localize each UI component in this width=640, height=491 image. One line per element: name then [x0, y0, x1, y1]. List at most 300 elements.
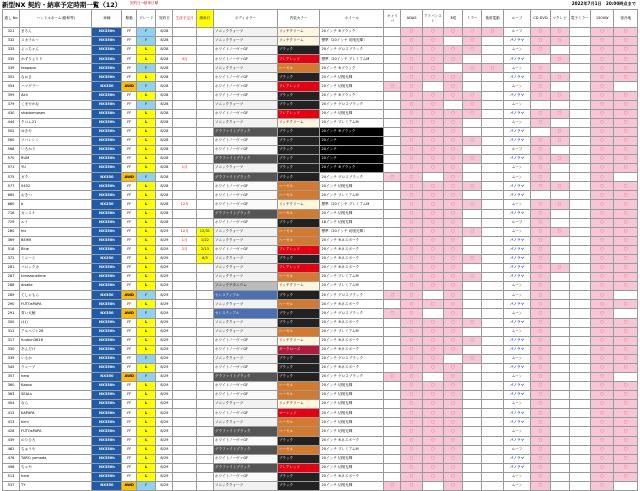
- cell-emir[interactable]: [569, 454, 590, 463]
- cell-name[interactable]: timezonetime: [20, 273, 92, 282]
- cell-eye[interactable]: [444, 100, 463, 109]
- cell-wheel[interactable]: 20インチ ⑤ネスポーク: [320, 254, 384, 263]
- cell-deliv[interactable]: [196, 91, 213, 100]
- cell-int[interactable]: ヘーゼル: [277, 382, 320, 391]
- cell-mac[interactable]: [550, 291, 569, 300]
- cell-wheel[interactable]: 20インチ プレミアムM: [320, 327, 384, 336]
- cell-mac[interactable]: 〇: [550, 182, 569, 191]
- cell-emir[interactable]: [569, 28, 590, 37]
- cell-w15[interactable]: 〇: [590, 146, 613, 155]
- cell-model[interactable]: NX350h: [92, 37, 122, 46]
- cell-no[interactable]: 560: [3, 136, 20, 145]
- cell-wheel[interactable]: 20インチ グロスブラック: [320, 291, 384, 300]
- cell-body[interactable]: グラファイトブラック: [213, 127, 277, 136]
- cell-grade[interactable]: L: [137, 264, 156, 273]
- cell-w15[interactable]: 〇: [590, 155, 613, 164]
- cell-eye[interactable]: 〇: [444, 254, 463, 263]
- cell-cd[interactable]: 〇: [531, 254, 550, 263]
- cell-date[interactable]: 8/29: [156, 354, 173, 363]
- cell-w15[interactable]: 〇: [590, 64, 613, 73]
- cell-roof[interactable]: パノラマ: [503, 91, 531, 100]
- cell-mir[interactable]: [463, 382, 482, 391]
- cell-eye[interactable]: 〇: [444, 418, 463, 427]
- cell-prod[interactable]: [173, 254, 196, 263]
- cell-no[interactable]: 332: [3, 37, 20, 46]
- cell-model[interactable]: NX350h: [92, 127, 122, 136]
- cell-cd[interactable]: 〇: [531, 73, 550, 82]
- cell-no[interactable]: 359: [3, 91, 20, 100]
- cell-mac[interactable]: [550, 454, 569, 463]
- cell-deliv[interactable]: [196, 391, 213, 400]
- cell-grade[interactable]: L: [137, 363, 156, 372]
- cell-w15[interactable]: 〇: [590, 191, 613, 200]
- cell-cd[interactable]: 〇: [531, 273, 550, 282]
- cell-model[interactable]: NX350h: [92, 472, 122, 481]
- cell-wheel[interactable]: 20インチ 切削光輝: [320, 382, 384, 391]
- cell-mac[interactable]: [550, 372, 569, 381]
- cell-emir[interactable]: [569, 218, 590, 227]
- cell-wheel[interactable]: 標準（20インチ プレミアムM: [320, 200, 384, 209]
- cell-model[interactable]: NX350h: [92, 318, 122, 327]
- cell-eye[interactable]: [444, 354, 463, 363]
- cell-drive[interactable]: FF: [122, 182, 137, 191]
- cell-deliv[interactable]: [196, 182, 213, 191]
- cell-emir[interactable]: [569, 191, 590, 200]
- cell-grade[interactable]: L: [137, 118, 156, 127]
- cell-model[interactable]: NX350h: [92, 354, 122, 363]
- cell-adv[interactable]: 〇: [422, 463, 443, 472]
- cell-emir[interactable]: [569, 463, 590, 472]
- cell-mac[interactable]: 〇: [550, 155, 569, 164]
- cell-cal[interactable]: 〇: [384, 372, 401, 381]
- cell-cold[interactable]: 〇: [614, 472, 638, 481]
- cell-name[interactable]: RUM: [20, 155, 92, 164]
- cell-name[interactable]: なら: [20, 400, 92, 409]
- cell-mir[interactable]: 〇: [463, 227, 482, 236]
- cell-w15[interactable]: 〇: [590, 282, 613, 291]
- cell-date[interactable]: 8/29: [156, 227, 173, 236]
- cell-grade[interactable]: L: [137, 109, 156, 118]
- cell-mir[interactable]: 〇: [463, 200, 482, 209]
- cell-model[interactable]: NX350h: [92, 64, 122, 73]
- cell-roof[interactable]: パノラマ: [503, 273, 531, 282]
- cell-mir[interactable]: [463, 309, 482, 318]
- cell-cold[interactable]: 〇: [614, 336, 638, 345]
- cell-body[interactable]: ホワイトノーヴァGF: [213, 200, 277, 209]
- cell-drive[interactable]: FF: [122, 218, 137, 227]
- cell-model[interactable]: NX350h: [92, 300, 122, 309]
- cell-rear[interactable]: [482, 73, 503, 82]
- cell-rear[interactable]: [482, 55, 503, 64]
- cell-date[interactable]: 8/28: [156, 28, 173, 37]
- cell-model[interactable]: NX350: [92, 481, 122, 490]
- cell-int[interactable]: ブラック: [277, 73, 320, 82]
- cell-cal[interactable]: [384, 109, 401, 118]
- cell-wheel[interactable]: 20インチ ⑤ブラック: [320, 164, 384, 173]
- cell-int[interactable]: フレアレッド: [277, 109, 320, 118]
- cell-body[interactable]: ホワイトノーヴァGF: [213, 391, 277, 400]
- cell-mac[interactable]: [550, 472, 569, 481]
- cell-name[interactable]: かずりよりり: [20, 55, 92, 64]
- cell-no[interactable]: 300: [3, 318, 20, 327]
- cell-name[interactable]: てしゃもら: [20, 291, 92, 300]
- cell-adas[interactable]: 〇: [401, 28, 422, 37]
- cell-body[interactable]: グラファイトブラック: [213, 173, 277, 182]
- cell-model[interactable]: NX350h: [92, 209, 122, 218]
- cell-no[interactable]: 665: [3, 191, 20, 200]
- cell-int[interactable]: リッチクリーム: [277, 282, 320, 291]
- cell-roof[interactable]: パノラマ: [503, 245, 531, 254]
- cell-cd[interactable]: 〇: [531, 427, 550, 436]
- cell-rear[interactable]: [482, 481, 503, 490]
- cell-cal[interactable]: [384, 264, 401, 273]
- cell-adv[interactable]: 〇: [422, 46, 443, 55]
- cell-drive[interactable]: FF: [122, 46, 137, 55]
- cell-cal[interactable]: [384, 227, 401, 236]
- cell-eye[interactable]: 〇: [444, 400, 463, 409]
- cell-deliv[interactable]: [196, 309, 213, 318]
- cell-adas[interactable]: 〇: [401, 436, 422, 445]
- cell-prod[interactable]: [173, 309, 196, 318]
- cell-adv[interactable]: 〇: [422, 409, 443, 418]
- cell-body[interactable]: グラファイトブラック: [213, 209, 277, 218]
- cell-drive[interactable]: FF: [122, 282, 137, 291]
- cell-adas[interactable]: 〇: [401, 254, 422, 263]
- cell-emir[interactable]: [569, 46, 590, 55]
- cell-cal[interactable]: [384, 37, 401, 46]
- cell-deliv[interactable]: [196, 363, 213, 372]
- cell-grade[interactable]: F: [137, 291, 156, 300]
- cell-date[interactable]: 8/29: [156, 463, 173, 472]
- cell-roof[interactable]: パノラマ: [503, 454, 531, 463]
- cell-int[interactable]: ダークローズ: [277, 345, 320, 354]
- cell-wheel[interactable]: 20インチ 切削光輝: [320, 481, 384, 490]
- cell-prod[interactable]: [173, 445, 196, 454]
- cell-w15[interactable]: 〇: [590, 136, 613, 145]
- cell-name[interactable]: ハマグラー: [20, 82, 92, 91]
- cell-adv[interactable]: 〇: [422, 236, 443, 245]
- cell-grade[interactable]: L: [137, 454, 156, 463]
- cell-adv[interactable]: 〇: [422, 136, 443, 145]
- cell-prod[interactable]: 12月: [173, 200, 196, 209]
- cell-cal[interactable]: [384, 363, 401, 372]
- cell-w15[interactable]: 〇: [590, 118, 613, 127]
- cell-drive[interactable]: FF: [122, 91, 137, 100]
- cell-no[interactable]: 352: [3, 73, 20, 82]
- cell-int[interactable]: ブラック: [277, 91, 320, 100]
- cell-adas[interactable]: 〇: [401, 46, 422, 55]
- cell-body[interactable]: ホワイトノーヴァGF: [213, 345, 277, 354]
- cell-adv[interactable]: 〇: [422, 100, 443, 109]
- cell-cd[interactable]: 〇: [531, 454, 550, 463]
- cell-roof[interactable]: ムーン: [503, 400, 531, 409]
- cell-cold[interactable]: [614, 372, 638, 381]
- cell-grade[interactable]: L: [137, 327, 156, 336]
- cell-cold[interactable]: 〇: [614, 264, 638, 273]
- cell-deliv[interactable]: [196, 200, 213, 209]
- cell-model[interactable]: NX350h: [92, 363, 122, 372]
- cell-drive[interactable]: FF: [122, 164, 137, 173]
- cell-cd[interactable]: 〇: [531, 91, 550, 100]
- cell-rear[interactable]: [482, 136, 503, 145]
- cell-mac[interactable]: [550, 409, 569, 418]
- cell-cal[interactable]: [384, 336, 401, 345]
- cell-emir[interactable]: [569, 336, 590, 345]
- cell-date[interactable]: 8/29: [156, 382, 173, 391]
- cell-w15[interactable]: 〇: [590, 227, 613, 236]
- cell-eye[interactable]: 〇: [444, 427, 463, 436]
- cell-int[interactable]: ヘーゼル: [277, 273, 320, 282]
- cell-int[interactable]: ブラック: [277, 254, 320, 263]
- cell-eye[interactable]: 〇: [444, 327, 463, 336]
- cell-adv[interactable]: [422, 82, 443, 91]
- cell-wheel[interactable]: 20インチ グロスブラック: [320, 372, 384, 381]
- cell-cd[interactable]: [531, 55, 550, 64]
- cell-int[interactable]: ヘーゼル: [277, 227, 320, 236]
- cell-eye[interactable]: 〇: [444, 109, 463, 118]
- cell-grade[interactable]: L: [137, 155, 156, 164]
- cell-name[interactable]: FUTOsPAPA: [20, 427, 92, 436]
- cell-eye[interactable]: 〇: [444, 300, 463, 309]
- cell-wheel[interactable]: 20インチ 切削光輝: [320, 400, 384, 409]
- cell-eye[interactable]: 〇: [444, 391, 463, 400]
- cell-cd[interactable]: 〇: [531, 182, 550, 191]
- cell-date[interactable]: 8/29: [156, 481, 173, 490]
- cell-cold[interactable]: 〇: [614, 427, 638, 436]
- cell-roof[interactable]: ムーン: [503, 200, 531, 209]
- cell-wheel[interactable]: 20インチ ⑤ブラック: [320, 28, 384, 37]
- cell-adas[interactable]: 〇: [401, 418, 422, 427]
- cell-grade[interactable]: L: [137, 245, 156, 254]
- cell-eye[interactable]: 〇: [444, 336, 463, 345]
- cell-body[interactable]: ソニッククォーツ: [213, 64, 277, 73]
- cell-adas[interactable]: 〇: [401, 127, 422, 136]
- cell-prod[interactable]: [173, 400, 196, 409]
- cell-name[interactable]: YU: [20, 164, 92, 173]
- cell-w15[interactable]: 〇: [590, 391, 613, 400]
- cell-roof[interactable]: パノラマ: [503, 436, 531, 445]
- cell-wheel[interactable]: 20インチ 切削光輝: [320, 182, 384, 191]
- cell-drive[interactable]: AWD: [122, 309, 137, 318]
- cell-cd[interactable]: 〇: [531, 300, 550, 309]
- cell-emir[interactable]: [569, 245, 590, 254]
- cell-drive[interactable]: AWD: [122, 82, 137, 91]
- cell-int[interactable]: ヘーゼル: [277, 391, 320, 400]
- cell-cd[interactable]: 〇: [531, 354, 550, 363]
- cell-wheel[interactable]: 20インチ ⑤ネスポーク: [320, 436, 384, 445]
- cell-int[interactable]: マーレッド: [277, 409, 320, 418]
- cell-adv[interactable]: 〇: [422, 37, 443, 46]
- cell-no[interactable]: 357: [3, 372, 20, 381]
- cell-date[interactable]: 8/28: [156, 146, 173, 155]
- cell-adv[interactable]: 〇: [422, 354, 443, 363]
- cell-name[interactable]: hiz: [20, 227, 92, 236]
- cell-name[interactable]: スカラル～: [20, 37, 92, 46]
- cell-rear[interactable]: [482, 445, 503, 454]
- cell-drive[interactable]: AWD: [122, 173, 137, 182]
- cell-model[interactable]: NX350: [92, 173, 122, 182]
- cell-adv[interactable]: 〇: [422, 445, 443, 454]
- cell-mac[interactable]: [550, 354, 569, 363]
- cell-drive[interactable]: FF: [122, 345, 137, 354]
- cell-adas[interactable]: 〇: [401, 73, 422, 82]
- cell-roof[interactable]: ムーン: [503, 427, 531, 436]
- cell-roof[interactable]: ムーン: [503, 64, 531, 73]
- cell-deliv[interactable]: 1/22: [196, 236, 213, 245]
- cell-mir[interactable]: 〇: [463, 182, 482, 191]
- cell-deliv[interactable]: [196, 345, 213, 354]
- cell-int[interactable]: リッチクリーム: [277, 37, 320, 46]
- cell-adas[interactable]: 〇: [401, 109, 422, 118]
- cell-emir[interactable]: [569, 418, 590, 427]
- cell-name[interactable]: FUTOsPAPA: [20, 300, 92, 309]
- cell-w15[interactable]: 〇: [590, 55, 613, 64]
- cell-wheel[interactable]: 20インチ ⑤ネスポーク: [320, 472, 384, 481]
- cell-cal[interactable]: [384, 282, 401, 291]
- cell-deliv[interactable]: [196, 463, 213, 472]
- cell-grade[interactable]: L: [137, 127, 156, 136]
- cell-adas[interactable]: 〇: [401, 91, 422, 100]
- cell-adas[interactable]: 〇: [401, 155, 422, 164]
- cell-prod[interactable]: [173, 146, 196, 155]
- cell-model[interactable]: NX350h: [92, 427, 122, 436]
- cell-mac[interactable]: 〇: [550, 91, 569, 100]
- cell-adv[interactable]: 〇: [422, 273, 443, 282]
- cell-no[interactable]: 360: [3, 382, 20, 391]
- cell-cold[interactable]: 〇: [614, 363, 638, 372]
- cell-cold[interactable]: 〇: [614, 46, 638, 55]
- cell-date[interactable]: 8/28: [156, 155, 173, 164]
- cell-rear[interactable]: [482, 236, 503, 245]
- cell-model[interactable]: NX350h: [92, 400, 122, 409]
- cell-roof[interactable]: ムーン: [503, 472, 531, 481]
- cell-int[interactable]: リッチクリーム: [277, 336, 320, 345]
- cell-wheel[interactable]: 20インチ: [320, 136, 384, 145]
- cell-mac[interactable]: [550, 363, 569, 372]
- cell-grade[interactable]: L: [137, 391, 156, 400]
- cell-drive[interactable]: FF: [122, 273, 137, 282]
- cell-prod[interactable]: [173, 481, 196, 490]
- cell-name[interactable]: はむ: [20, 318, 92, 327]
- cell-deliv[interactable]: [196, 37, 213, 46]
- cell-cold[interactable]: 〇: [614, 155, 638, 164]
- cell-model[interactable]: NX350h: [92, 227, 122, 236]
- cell-roof[interactable]: パノラマ: [503, 55, 531, 64]
- cell-cold[interactable]: 〇: [614, 200, 638, 209]
- cell-cold[interactable]: 〇: [614, 327, 638, 336]
- cell-adv[interactable]: 〇: [422, 155, 443, 164]
- cell-emir[interactable]: [569, 300, 590, 309]
- cell-drive[interactable]: FF: [122, 454, 137, 463]
- cell-cold[interactable]: 〇: [614, 164, 638, 173]
- cell-cal[interactable]: 〇: [384, 173, 401, 182]
- cell-emir[interactable]: [569, 382, 590, 391]
- cell-date[interactable]: 8/29: [156, 409, 173, 418]
- cell-int[interactable]: ブラック: [277, 309, 320, 318]
- cell-w15[interactable]: 〇: [590, 309, 613, 318]
- cell-name[interactable]: ルイ: [20, 218, 92, 227]
- cell-cold[interactable]: 〇: [614, 146, 638, 155]
- cell-cd[interactable]: 〇: [531, 327, 550, 336]
- cell-mac[interactable]: 〇: [550, 109, 569, 118]
- cell-body[interactable]: ソニッククォーツ: [213, 327, 277, 336]
- cell-drive[interactable]: FF: [122, 300, 137, 309]
- cell-cd[interactable]: 〇: [531, 136, 550, 145]
- cell-cd[interactable]: 〇: [531, 264, 550, 273]
- cell-name[interactable]: いるか: [20, 354, 92, 363]
- cell-prod[interactable]: [173, 73, 196, 82]
- cell-deliv[interactable]: [196, 55, 213, 64]
- cell-cal[interactable]: [384, 354, 401, 363]
- cell-eye[interactable]: 〇: [444, 282, 463, 291]
- cell-rear[interactable]: [482, 291, 503, 300]
- cell-adv[interactable]: 〇: [422, 91, 443, 100]
- cell-adas[interactable]: 〇: [401, 164, 422, 173]
- cell-cal[interactable]: [384, 200, 401, 209]
- cell-mir[interactable]: 〇: [463, 336, 482, 345]
- cell-cd[interactable]: 〇: [531, 291, 550, 300]
- cell-roof[interactable]: パノラマ: [503, 127, 531, 136]
- cell-model[interactable]: NX350h: [92, 409, 122, 418]
- cell-adv[interactable]: 〇: [422, 418, 443, 427]
- cell-rear[interactable]: [482, 318, 503, 327]
- cell-prod[interactable]: [173, 264, 196, 273]
- cell-cold[interactable]: [614, 309, 638, 318]
- cell-wheel[interactable]: 20インチ プレミアムM: [320, 273, 384, 282]
- cell-eye[interactable]: 〇: [444, 273, 463, 282]
- cell-name[interactable]: shadormoses: [20, 109, 92, 118]
- cell-adv[interactable]: 〇: [422, 200, 443, 209]
- cell-eye[interactable]: [444, 37, 463, 46]
- cell-prod[interactable]: [173, 382, 196, 391]
- cell-cold[interactable]: 〇: [614, 91, 638, 100]
- cell-prod[interactable]: [173, 282, 196, 291]
- cell-name[interactable]: 0452: [20, 182, 92, 191]
- cell-eye[interactable]: [444, 64, 463, 73]
- cell-deliv[interactable]: [196, 400, 213, 409]
- cell-emir[interactable]: [569, 37, 590, 46]
- cell-cold[interactable]: 〇: [614, 400, 638, 409]
- cell-w15[interactable]: 〇: [590, 418, 613, 427]
- cell-roof[interactable]: パノラマ: [503, 336, 531, 345]
- cell-wheel[interactable]: 20インチ グロスブラック: [320, 309, 384, 318]
- cell-body[interactable]: グラファイトブラック: [213, 427, 277, 436]
- cell-cal[interactable]: [384, 146, 401, 155]
- cell-body[interactable]: ホワイトノーヴァGF: [213, 382, 277, 391]
- cell-prod[interactable]: [173, 336, 196, 345]
- cell-mac[interactable]: [550, 345, 569, 354]
- cell-date[interactable]: 8/28: [156, 218, 173, 227]
- cell-name[interactable]: kimi: [20, 418, 92, 427]
- cell-adv[interactable]: 〇: [422, 227, 443, 236]
- cell-date[interactable]: 8/29: [156, 318, 173, 327]
- cell-w15[interactable]: 〇: [590, 400, 613, 409]
- cell-cal[interactable]: 〇: [384, 481, 401, 490]
- cell-no[interactable]: 413: [3, 418, 20, 427]
- cell-mir[interactable]: 〇: [463, 91, 482, 100]
- cell-cd[interactable]: [531, 100, 550, 109]
- cell-mir[interactable]: 〇: [463, 354, 482, 363]
- cell-body[interactable]: ホワイトノーヴァGF: [213, 91, 277, 100]
- cell-cold[interactable]: 〇: [614, 454, 638, 463]
- cell-cd[interactable]: 〇: [531, 64, 550, 73]
- cell-roof[interactable]: ムーン: [503, 372, 531, 381]
- cell-emir[interactable]: [569, 309, 590, 318]
- cell-drive[interactable]: FF: [122, 409, 137, 418]
- cell-wheel[interactable]: 20インチ 切削光輝: [320, 209, 384, 218]
- cell-prod[interactable]: [173, 136, 196, 145]
- cell-deliv[interactable]: [196, 354, 213, 363]
